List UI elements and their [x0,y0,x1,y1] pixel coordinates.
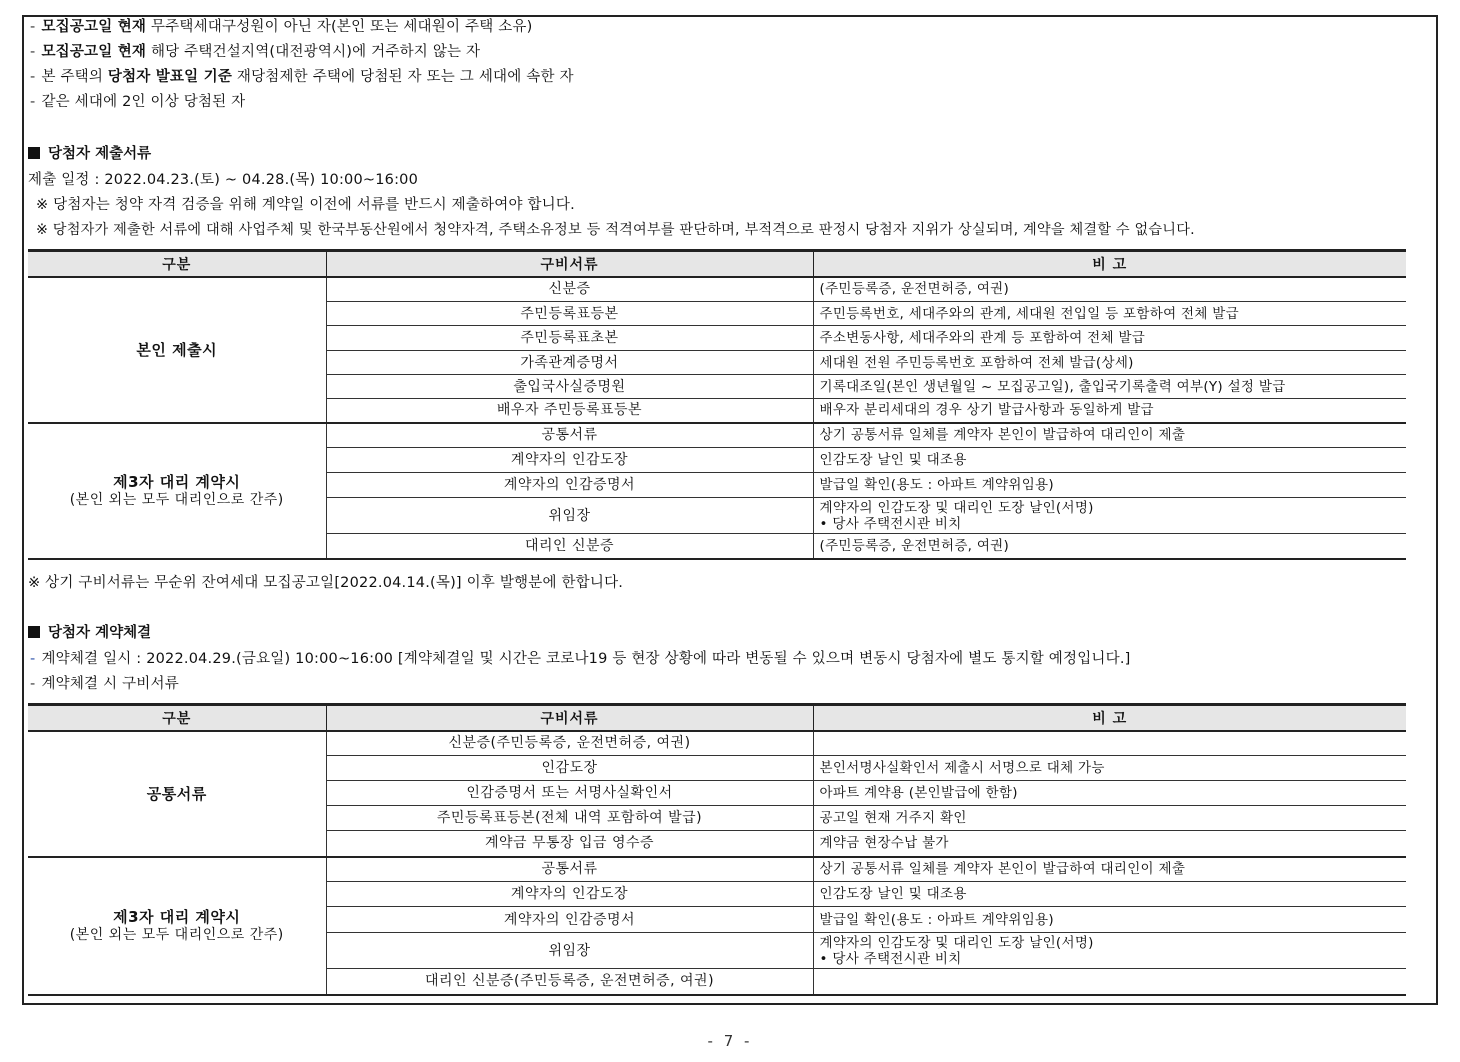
remark [813,731,1406,756]
dash-marker: - [30,19,36,35]
remark-text: (주민등록증, 운전면허증, 여권) [819,537,1010,554]
dash-marker: - [30,44,36,60]
remark [813,326,1406,351]
remark-text: 세대원 전원 주민등록번호 포함하여 전체 발급(상세) [819,354,1134,371]
remark-text: 인감도장 날인 및 대조용 [819,452,967,468]
remark [813,882,1406,907]
list-item: - 계약체결 일시 : 2022.04.29.(금요일) 10:00~16:00 [계약체결일 및 시간은 코로나19 등 현장 상황에 따라 변동될 수 있으며 변동시 당첨자에 별도 통지할 예정입니다.] [30,651,1131,667]
submission-documents-table [28,249,1406,560]
remark [813,831,1406,857]
remark-text: 주소변동사항, 세대주와의 관계 등 포함하여 전체 발급 [819,330,1146,346]
required-document: 공통서류 [326,423,813,448]
remark [813,806,1406,831]
remark-text: 발급일 확인(용도 : 아파트 계약위임용) [819,911,1054,928]
required-document: 인감도장 [326,756,813,781]
remark-text: 상기 공통서류 일체를 계약자 본인이 발급하여 대리인이 제출 [819,861,1186,878]
remark [813,781,1406,806]
remark-subnote: • 당사 주택전시관 비치 [819,950,962,967]
required-document: 신분증 [326,277,813,302]
remark [813,473,1406,498]
remark-text: 주민등록번호, 세대주와의 관계, 세대원 전입일 등 포함하여 전체 발급 [819,305,1239,322]
remark [813,277,1406,302]
remark [813,907,1406,933]
column-header: 비 고 [813,705,1406,731]
required-document: 인감증명서 또는 서명사실확인서 [326,781,813,806]
required-document: 배우자 주민등록표등본 [326,399,813,423]
remark [813,448,1406,473]
remark [813,969,1406,995]
page-number: - 7 - [707,1032,753,1050]
contract-documents-table [28,703,1406,996]
dash-marker: - [30,651,36,667]
list-item: - 본 주택의 당첨자 발표일 기준 재당첨제한 주택에 당첨된 자 또는 그 세대에 속한 자 [30,69,574,85]
remark-text: 공고일 현재 거주지 확인 [819,810,967,826]
remark [813,857,1406,882]
required-document: 신분증(주민등록증, 운전면허증, 여권) [326,731,813,756]
required-document: 주민등록표등본(전체 내역 포함하여 발급) [326,806,813,831]
column-header: 구비서류 [326,251,813,277]
document-frame [22,15,1438,1005]
required-document: 계약자의 인감도장 [326,448,813,473]
dash-marker: - [30,69,36,85]
submission-schedule: 제출 일정 : 2022.04.23.(토) ~ 04.28.(목) 10:00~16:00 [28,172,419,188]
table-row [28,277,1406,302]
section-heading: 당첨자 계약체결 [28,623,151,643]
required-document: 대리인 신분증 [326,534,813,559]
remark-text: 인감도장 날인 및 대조용 [819,886,967,902]
table-row [28,857,1406,882]
group-label [28,857,326,995]
column-header: 구분 [28,705,326,731]
required-document: 가족관계증명서 [326,351,813,375]
column-header: 비 고 [813,251,1406,277]
column-header: 구분 [28,251,326,277]
remark [813,351,1406,375]
dash-marker: - [30,94,36,110]
group-title: 제3자 대리 계약시 [113,472,241,491]
remark [813,534,1406,559]
remark-text: 본인서명사실확인서 제출시 서명으로 대체 가능 [819,760,1105,776]
remark-text: 계약자의 인감도장 및 대리인 도장 날인(서명) [819,499,1094,516]
remark-text: 계약자의 인감도장 및 대리인 도장 날인(서명) [819,934,1094,951]
remark-text: 상기 공통서류 일체를 계약자 본인이 발급하여 대리인이 제출 [819,427,1186,444]
note-text: ※ 당첨자가 제출한 서류에 대해 사업주체 및 한국부동산원에서 청약자격, 주택소유정보 등 적격여부를 판단하며, 부적격으로 판정시 당첨자 지위가 상실되며, 계약을 체결할 수 없습니다. [36,222,1195,238]
list-item: - 같은 세대에 2인 이상 당첨된 자 [30,94,246,110]
remark [813,399,1406,423]
required-document: 계약금 무통장 입금 영수증 [326,831,813,857]
footnote: ※ 상기 구비서류는 무순위 잔여세대 모집공고일[2022.04.14.(목)] 이후 발행분에 한합니다. [28,575,624,591]
group-label [28,423,326,559]
required-document: 계약자의 인감증명서 [326,473,813,498]
remark-text: (주민등록증, 운전면허증, 여권) [819,281,1010,298]
group-title: 본인 제출시 [136,340,218,359]
remark [813,302,1406,326]
remark [813,375,1406,399]
section-heading: 당첨자 제출서류 [28,144,151,164]
group-label [28,731,326,857]
remark-text: 발급일 확인(용도 : 아파트 계약위임용) [819,477,1054,493]
required-document: 계약자의 인감증명서 [326,907,813,933]
table-row [28,423,1406,448]
required-document: 위임장 [326,933,813,969]
group-subtitle: (본인 외는 모두 대리인으로 간주) [69,926,284,943]
group-label [28,277,326,423]
required-document: 주민등록표등본 [326,302,813,326]
remark [813,756,1406,781]
group-subtitle: (본인 외는 모두 대리인으로 간주) [69,491,284,508]
group-title: 제3자 대리 계약시 [113,907,241,926]
required-document: 대리인 신분증(주민등록증, 운전면허증, 여권) [326,969,813,995]
required-document: 주민등록표초본 [326,326,813,351]
required-document: 출입국사실증명원 [326,375,813,399]
remark [813,423,1406,448]
remark-subnote: • 당사 주택전시관 비치 [819,515,962,532]
list-item: - 계약체결 시 구비서류 [30,676,179,692]
required-document: 위임장 [326,498,813,534]
column-header: 구비서류 [326,705,813,731]
square-bullet-icon [28,626,40,638]
remark [813,933,1406,969]
list-item: - 모집공고일 현재 무주택세대구성원이 아닌 자(본인 또는 세대원이 주택 소유) [30,19,533,35]
remark-text: 계약금 현장수납 불가 [819,835,949,852]
remark-text: 기록대조일(본인 생년월일 ~ 모집공고일), 출입국기록출력 여부(Y) 설정 발급 [819,378,1286,395]
table-row [28,731,1406,756]
remark-text: 배우자 분리세대의 경우 상기 발급사항과 동일하게 발급 [819,402,1154,419]
remark-text: 아파트 계약용 (본인발급에 한함) [819,785,1018,801]
square-bullet-icon [28,147,40,159]
remark [813,498,1406,534]
group-title: 공통서류 [146,784,207,803]
list-item: - 모집공고일 현재 해당 주택건설지역(대전광역시)에 거주하지 않는 자 [30,44,481,60]
required-document: 공통서류 [326,857,813,882]
dash-marker: - [30,676,36,692]
required-document: 계약자의 인감도장 [326,882,813,907]
note-text: ※ 당첨자는 청약 자격 검증을 위해 계약일 이전에 서류를 반드시 제출하여야 합니다. [36,197,575,213]
